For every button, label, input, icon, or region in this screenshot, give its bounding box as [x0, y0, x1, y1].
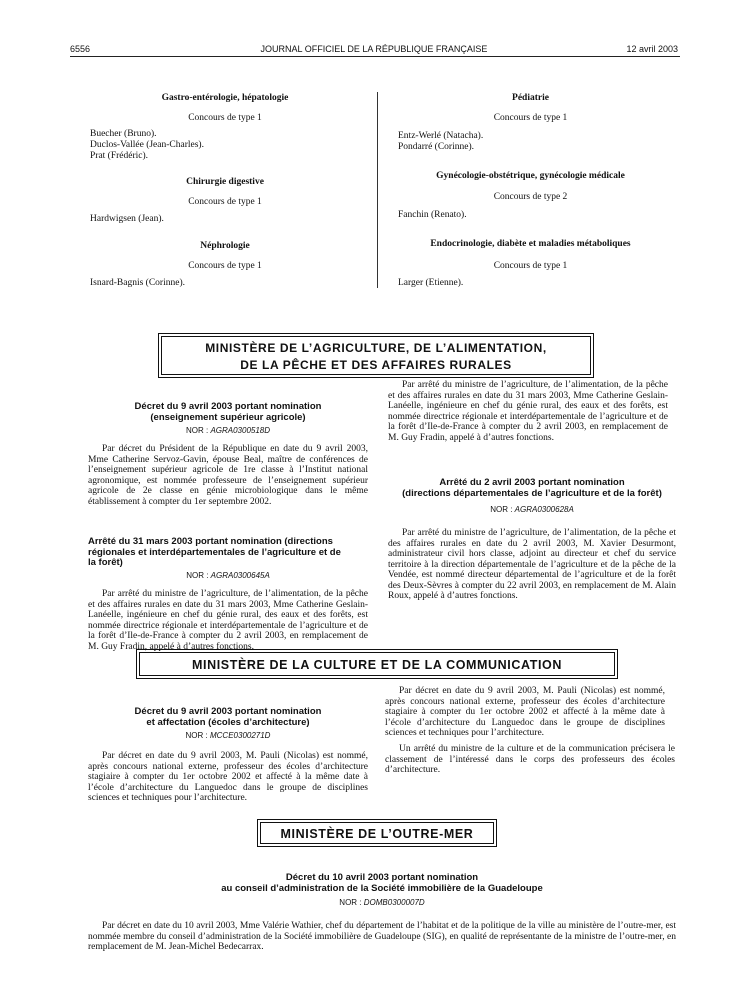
name-list: [398, 278, 463, 289]
nor-code: AGRA0300628A: [514, 505, 574, 514]
list-item: Pondarré (Corinne).: [398, 142, 474, 152]
decree-body-continued: [388, 380, 676, 455]
decree-body: Par décret en date du 9 avril 2003, M. Pauli (Nicolas) est nommé, après concours national externe, professeur des écoles d’architecture stagiaire à compter du 1er octobre 2002 et affecté à la même date à l’école d’architecture du Languedoc dans le groupe de disciplines sciences et techniques pour l’architecture.: [88, 751, 368, 803]
decree-title-line: Décret du 10 avril 2003 portant nomination: [285, 872, 479, 883]
decree-title-line: au conseil d’administration de la Société immobilière de la Guadeloupe: [221, 882, 543, 894]
decree-title-line: Décret du 9 avril 2003 portant nomination: [134, 401, 322, 412]
ministry-outremer-box: [257, 819, 497, 847]
list-item: Buecher (Bruno).: [90, 129, 157, 139]
header-rule: [70, 56, 680, 57]
decree-body-continued: [385, 686, 675, 739]
decree-body-part1: [88, 589, 368, 652]
concours-type: Concours de type 1: [188, 261, 262, 271]
ministry-title-line2: DE LA PÊCHE ET DES AFFAIRES RURALES: [240, 358, 512, 372]
decree-title-line: Décret du 9 avril 2003 portant nomination: [134, 706, 322, 717]
specialty-heading: Néphrologie: [200, 241, 250, 251]
decree-body: Par décret du Président de la République en date du 9 avril 2003, Mme Catherine Servoz-Gavin, épouse Beal, maître de conférences de l’enseignement supérieur agricole de 1re classe à l’Institut national agronomique, est nommée professeure de l’enseignement supérieur agricole de 2e classe en génie microbiologique dans le même établissement à compter du 1er septembre 2002.: [88, 444, 368, 507]
decree-body-part1: [88, 751, 368, 803]
concours-type: Concours de type 1: [188, 197, 262, 207]
nor-label: NOR :: [339, 898, 362, 907]
nor-label: NOR :: [186, 571, 209, 580]
decree-title-line: et affectation (écoles d’architecture): [146, 716, 310, 728]
list-item: Hardwigsen (Jean).: [90, 214, 164, 224]
nor-code: MCCE0300271D: [209, 731, 271, 740]
name-list: [398, 210, 467, 221]
decree-title: [88, 537, 368, 569]
decree-title-line: (enseignement supérieur agricole): [150, 411, 306, 423]
specialty-heading: Gynécologie-obstétrique, gynécologie médicale: [436, 171, 625, 181]
concours-type: Concours de type 1: [493, 113, 568, 123]
specialty-heading: Pédiatrie: [512, 93, 549, 103]
decree-body: Par décret en date du 10 avril 2003, Mme Valérie Wathier, chef du département de l’habitat et de la politique de la ville au ministère de l’outre-mer, est nommée membre du conseil d’administration de la Société immobilière de Guadeloupe (SIG), en qualité de représentante de la ministre de l’outre-mer, en remplacement de M. Jean-Michel Bedecarrax.: [88, 921, 676, 952]
nor-code: AGRA0300518D: [210, 426, 271, 435]
name-list: [90, 129, 204, 162]
specialty-heading: Gastro-entérologie, hépatologie: [161, 93, 289, 103]
ministry-culture-box: [136, 649, 618, 679]
decree-body-continuation: Par arrêté du ministre de l’agriculture, de l’alimentation, de la pêche et des affaires rurales en date du 31 mars 2003, Mme Catherine Geslain-Lanéelle, ingénieure en chef du génie rural, des eaux et des forêts, est nommée directrice régionale et interdépartementale de l’agriculture et de la forêt d’Ile-de-France à compter du 2 avril 2003, en remplacement de M. Guy Fradin, appelé à d’autres fonctions.: [388, 380, 668, 443]
decree-body: Par arrêté du ministre de l’agriculture, de l’alimentation, de la pêche et des affaires rurales en date du 31 mars 2003, Mme Catherine Geslain-Lanéelle, ingénieure en chef du génie rural, des eaux et des forêts, est nommée directrice régionale et interdépartementale de l’agriculture et de la forêt d’Ile-de-France à compter du 2 avril 2003, en remplacement de M. Guy Fradin, appelé à d’autres fonctions.: [88, 589, 368, 652]
decree-title-line: Arrêté du 2 avril 2003 portant nomination: [439, 477, 625, 488]
concours-type: Concours de type 1: [188, 113, 262, 123]
list-item: Larger (Etienne).: [398, 278, 464, 288]
issue-date: 12 avril 2003: [626, 44, 678, 54]
decree-body-continuation: Par décret en date du 9 avril 2003, M. Pauli (Nicolas) est nommé, après concours national externe, professeur des écoles d’architecture stagiaire à compter du 1er octobre 2002 et affecté à la même date à l’école d’architecture du Languedoc dans le groupe de disciplines sciences et techniques pour l’architecture.: [385, 686, 665, 738]
ministry-agriculture-box: [158, 333, 594, 378]
specialty-heading: Endocrinologie, diabète et maladies métaboliques: [430, 239, 631, 249]
decree-title: [88, 873, 676, 894]
ministry-title-line1: MINISTÈRE DE LA CULTURE ET DE LA COMMUNICATION: [192, 658, 562, 672]
nor-code: AGRA0300645A: [210, 571, 270, 580]
concours-type: Concours de type 1: [493, 261, 568, 271]
journal-title: JOURNAL OFFICIEL DE LA RÉPUBLIQUE FRANÇAISE: [260, 44, 488, 54]
list-item: Isnard-Bagnis (Corinne).: [90, 278, 185, 288]
ministry-title-line1: MINISTÈRE DE L’AGRICULTURE, DE L’ALIMENTATION,: [205, 341, 547, 355]
nor-label: NOR :: [490, 505, 513, 514]
decree-title-line: Arrêté du 31 mars 2003 portant nomination (directions: [88, 536, 333, 547]
decree-title-line: régionales et interdépartementales de l’agriculture et de: [88, 546, 341, 558]
specialty-heading: Chirurgie digestive: [186, 177, 264, 187]
page-number: 6556: [70, 44, 91, 54]
decree-body-second-paragraph: Un arrêté du ministre de la culture et de la communication précisera le classement de l’intéressé dans le corps des professeurs des écoles d’architecture.: [385, 744, 675, 775]
decree-title: [88, 707, 368, 728]
decree-title: [388, 478, 676, 499]
decree-body: Par arrêté du ministre de l’agriculture, de l’alimentation, de la pêche et des affaires rurales en date du 2 avril 2003, M. Xavier Desurmont, administrateur civil hors classe, adjoint au directeur et chef du service territoire à la direction départementale de l’agriculture et de la pêche de la Vendée, est nommé directeur départemental de l’agriculture et de la forêt des Deux-Sèvres à compter du 22 avril 2003, en remplacement de M. Alain Roux, appelé à d’autres fonctions.: [388, 528, 676, 601]
nor-code: DOMB0300007D: [363, 898, 425, 907]
list-item: Fanchin (Renato).: [398, 210, 467, 220]
nor-reference: [388, 505, 676, 514]
list-item: Duclos-Vallée (Jean-Charles).: [90, 140, 204, 150]
nor-reference: [88, 571, 368, 580]
decree-title: [88, 402, 368, 423]
list-item: Prat (Frédéric).: [90, 151, 149, 161]
decree-title-line: (directions départementales de l’agriculture et de la forêt): [402, 487, 662, 499]
nor-reference: [88, 898, 676, 907]
list-item: Entz-Werlé (Natacha).: [398, 131, 484, 141]
column-divider: [377, 92, 378, 288]
nor-reference: [88, 731, 368, 740]
ministry-title-line1: MINISTÈRE DE L’OUTRE-MER: [280, 827, 474, 841]
concours-type: Concours de type 2: [493, 192, 568, 202]
decree-title-line: la forêt): [88, 557, 123, 568]
name-list: [90, 214, 164, 225]
name-list: [398, 131, 483, 153]
nor-label: NOR :: [185, 731, 208, 740]
name-list: [90, 278, 185, 289]
nor-reference: [88, 426, 368, 435]
nor-label: NOR :: [185, 426, 209, 435]
